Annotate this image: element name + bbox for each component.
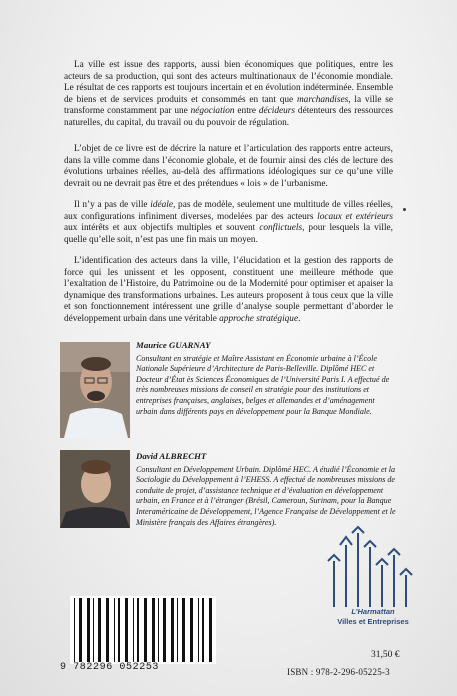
author-description: Consultant en stratégie et Maître Assistant en Économie urbaine à l’École Nationale Supérieure d’Architecture de Paris-Belleville. Diplômé HEC et Docteur d’État ès Sciences Économiques de l’Université Paris I. A effectué de très nombreuses missions de conseil en stratégie pour des institutions et entreprises françaises, anglaises, belges et allemandes et d’aménagement urbain dans différents pays en développement pour la Banque Mondiale. [136, 353, 390, 416]
text-run: aux intérêts et aux objectifs multiples et souvent [64, 223, 260, 233]
barcode-bar [74, 598, 75, 662]
barcode-bar [177, 598, 178, 662]
publisher-name: L’Harmattan [351, 607, 395, 616]
italic-run: approche stratégique [219, 313, 299, 324]
barcode-bar [106, 598, 109, 662]
collection-name: Villes et Entreprises [337, 617, 409, 626]
barcode-bar [171, 598, 174, 662]
barcode-bar [133, 598, 134, 662]
italic-run: locaux et extérieurs [317, 211, 393, 222]
barcode-bar [202, 598, 204, 662]
barcode-bar [125, 598, 128, 662]
text-run: . [298, 313, 301, 324]
italic-run: marchandises [296, 94, 349, 105]
text-run: entre [234, 106, 259, 116]
text-run: L’identification des acteurs dans la ville, l’élucidation et la gestion des rapports de force qui les unissent et les opposent, constituent une meilleure méthode que l’exaltation de l’Histoire, du Patrimoine ou de la Modernité pour optimiser et apaiser la dynamique des transformations urbaines. Les auteurs proposent à tous ceux que la ville et son fonctionnement intéressent une grille d’analyse souple permettant d’aborder le développement urbain dans une véritable [64, 256, 393, 324]
blurb-paragraph-3 [64, 200, 393, 246]
price: 31,50 € [371, 650, 400, 660]
text-run: L’objet de ce livre est de décrire la nature et l’articulation des rapports entre acteurs, dans la ville comme dans l’économie globale, et de fournir ainsi des clés de lecture des évolutions urbaines réelles, au-delà des affirmations idéologiques sur ce qu’une ville devrait ou ne devrait pas être et des prétendues « lois » de l’urbanisme. [64, 144, 393, 189]
italic-run: idéale [150, 200, 173, 210]
barcode-bar [158, 598, 159, 662]
blurb-paragraph-2 [64, 144, 393, 190]
author-photo-guarnay [60, 342, 130, 438]
text-run: La ville est issue des rapports, aussi bien économiques que politiques, entre les acteurs de sa production, qui sont des acteurs multinationaux de l’économie mondiale. Le résultat de ces rapports est toujours incertain et en évolution indéterminée. Ensemble de biens et de services produits et consommés en tant que [64, 60, 393, 105]
author-photo-albrecht [60, 450, 130, 528]
author-description: Consultant en Développement Urbain. Diplômé HEC. A étudié l’Économie et la Sociologie du Développement à l’EHESS. A effectué de nombreuses missions de conduite de projet, d’assistance technique et d’évaluation en développement urbain, en France et à l’étranger (Brésil, Cameroun, Surinam, pour la Banque Interaméricaine de Développement, l’Agence Française de Développement et le Ministère français des Affaires étrangères). [136, 464, 396, 527]
text-run: détenteurs des ressources naturelles, du capital, du travail ou du pouvoir de régulation. [64, 106, 393, 128]
barcode-bar [118, 598, 120, 662]
publisher-logo [324, 525, 420, 645]
barcode-bar [198, 598, 199, 662]
barcode-bar [182, 598, 185, 662]
text-run: , pour lesquels la ville, quelle qu’elle soit, n’est pas une fin mais un moyen. [64, 223, 393, 245]
barcode-bar [137, 598, 139, 662]
barcode-bar [190, 598, 193, 662]
author-bio-albrecht [136, 451, 398, 528]
barcode-bar [93, 598, 94, 662]
text-run: , pas de modèle, seulement une multitude de villes réelles, aux configurations infiniment diverses, modelées par des acteurs [64, 200, 393, 222]
decorative-dot [403, 208, 406, 211]
author-name: Maurice GUARNAY [136, 340, 211, 350]
text-run: Il n’y a pas de ville [74, 200, 151, 210]
barcode-bars [70, 596, 216, 664]
barcode-bar [98, 598, 101, 662]
isbn: ISBN : 978-2-296-05225-3 [287, 667, 390, 677]
barcode-digits: 9 782296 052253 [60, 662, 160, 673]
blurb-paragraph-4 [64, 256, 393, 325]
barcode-bar [152, 598, 155, 662]
italic-run: décideurs [258, 106, 296, 116]
barcode-bar [144, 598, 147, 662]
barcode-bar [114, 598, 115, 662]
barcode [60, 596, 216, 676]
barcode-bar [209, 598, 212, 662]
italic-run: négociation [190, 106, 235, 116]
author-name: David ALBRECHT [136, 451, 207, 461]
barcode-bar [79, 598, 82, 662]
text-run: , la ville se transforme constamment par une [64, 94, 393, 116]
barcode-bar [163, 598, 166, 662]
author-bio-guarnay [136, 340, 398, 417]
italic-run: conflictuels [259, 223, 303, 233]
blurb-paragraph-1 [64, 60, 393, 129]
barcode-bar [87, 598, 90, 662]
